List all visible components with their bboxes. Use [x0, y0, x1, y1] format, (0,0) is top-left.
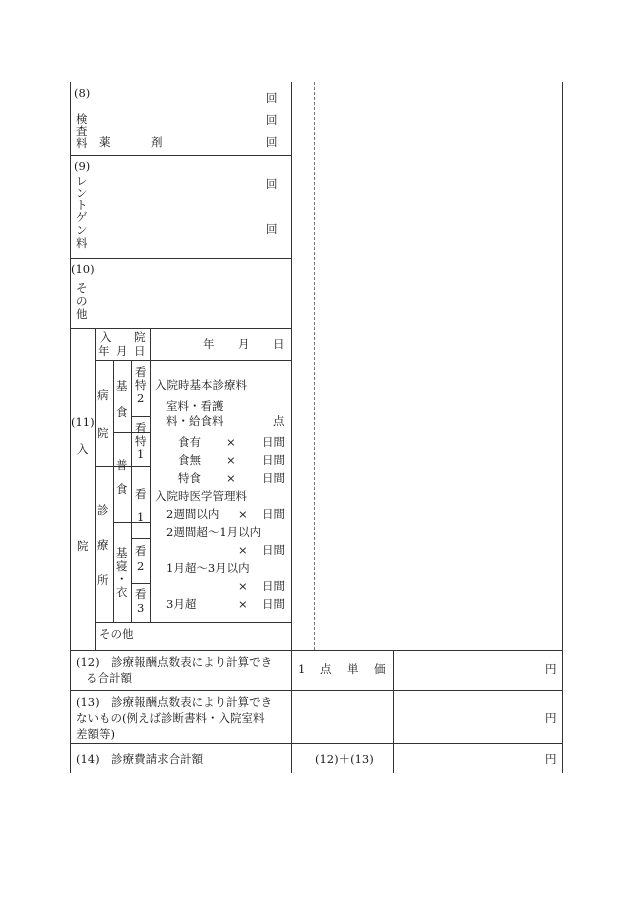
shinryojo-2: 療 [97, 538, 109, 552]
xray-kai-2: 回 [266, 222, 278, 236]
dashed-divider [314, 82, 315, 650]
r13-yen: 円 [545, 711, 557, 725]
far-right-border [562, 82, 563, 773]
r12-line2: る合計額 [86, 671, 132, 685]
row13-bottom [70, 743, 562, 744]
r13-line1: (13) 診療報酬点数表により計算でき [76, 695, 273, 709]
admission-top-1: 入 [100, 330, 112, 344]
xray-label-4: ゲ [76, 210, 88, 224]
kan-t2-3: 2 [137, 391, 145, 405]
m1-3m-x: × [238, 579, 248, 593]
r13-line2: ないもの(例えば診断書料・入院室料 [76, 711, 265, 725]
xray-label-5: ン [76, 223, 88, 237]
w2-1m-x: × [238, 543, 248, 557]
ten-unit: 点 [273, 414, 285, 428]
kensa-label-1: 検 [76, 112, 88, 126]
yakuzai-label-1: 薬 [99, 135, 111, 149]
kan-k2-1: 看 [135, 544, 147, 558]
kensa-label-3: 料 [76, 136, 88, 150]
byoin-1: 病 [97, 388, 109, 402]
kan-k1-1: 看 [135, 487, 147, 501]
r12-mid-4: 価 [374, 662, 386, 676]
kan-t2-1: 看 [135, 365, 147, 379]
kishin-4: 衣 [116, 585, 128, 599]
kan-t1-3: 1 [137, 447, 145, 461]
meal-1-unit: 日間 [262, 435, 285, 449]
xray-kai-1: 回 [266, 177, 278, 191]
shitsuryo-line2: 料・給食料 [166, 414, 224, 428]
w2-1m-label: 2週間超～1月以内 [166, 525, 262, 539]
shinryojo-1: 診 [97, 503, 109, 517]
r12-mid-1: 1 [298, 662, 306, 676]
t2-bottom [131, 416, 150, 417]
shitsuryo-line1: 室料・看護 [166, 399, 224, 413]
xray-number: (9) [74, 159, 91, 173]
row11-bottom [70, 650, 562, 651]
admission-date-divider [150, 328, 151, 360]
r14-mid: (12)＋(13) [315, 752, 374, 766]
m3-unit: 日間 [262, 597, 285, 611]
kishin-1: 基 [116, 546, 128, 560]
ward-bottom [95, 622, 291, 623]
xray-label-6: 料 [76, 236, 88, 250]
nyuin-sonota: その他 [99, 627, 134, 641]
kihon-title: 入院時基本診療料 [155, 378, 247, 392]
k2-bottom [131, 583, 150, 584]
meal-3-x: × [226, 471, 236, 485]
meal-1-x: × [226, 435, 236, 449]
other-label-2: の [76, 294, 88, 308]
k1-bottom [131, 538, 150, 539]
meal-2-x: × [226, 453, 236, 467]
igaku-title: 入院時医学管理料 [155, 489, 247, 503]
admission-date-day: 日 [273, 337, 285, 351]
w2-label: 2週間以内 [166, 507, 220, 521]
row10-bottom [70, 328, 291, 329]
kensa-kai-1: 回 [266, 91, 278, 105]
kan-t1-2: 特 [135, 434, 147, 448]
xray-label-3: ト [76, 198, 88, 212]
m1-3m-label: 1月超～3月以内 [166, 561, 250, 575]
xray-label-1: レ [76, 174, 88, 188]
t1-bottom [131, 466, 150, 467]
other-number: (10) [71, 262, 95, 276]
ward-col-divider [113, 360, 114, 622]
kensa-kai-3: 回 [266, 135, 278, 149]
kishin-3: ・ [116, 572, 128, 586]
row9-bottom [70, 258, 291, 259]
admission-date-month: 月 [238, 337, 250, 351]
w2-unit: 日間 [262, 507, 285, 521]
nyuin-label-divider [95, 328, 96, 650]
other-label-3: 他 [76, 307, 88, 321]
kensa-label-2: 査 [76, 124, 88, 138]
kishoku-1: 基 [116, 379, 128, 393]
row8-bottom [70, 155, 291, 156]
kan-k3-2: 3 [137, 601, 145, 615]
admission-bottom-3: 日 [134, 344, 146, 358]
m3-x: × [238, 597, 248, 611]
admission-row-bottom [95, 360, 291, 361]
kensa-kai-2: 回 [266, 113, 278, 127]
kan-k2-2: 2 [137, 559, 145, 573]
nyuin-label-2: 院 [77, 539, 89, 553]
meal-3-name: 特食 [178, 471, 201, 485]
meal-2-name: 食無 [178, 453, 201, 467]
kishin-2: 寝 [116, 559, 128, 573]
byoin-2: 院 [97, 426, 109, 440]
r13-line3: 差額等) [76, 727, 115, 741]
yakuzai-label-2: 剤 [151, 135, 163, 149]
other-label-1: そ [76, 281, 88, 295]
r12-mid-3: 単 [347, 662, 359, 676]
main-right-border [291, 82, 292, 773]
nyuin-number: (11) [71, 415, 95, 429]
meal-2-unit: 日間 [262, 453, 285, 467]
r12-mid-2: 点 [320, 662, 332, 676]
fushoku-2: 食 [116, 482, 128, 496]
w2-x: × [238, 507, 248, 521]
admission-date-year: 年 [203, 337, 215, 351]
admission-bottom-1: 年 [98, 344, 110, 358]
xray-label-2: ン [76, 186, 88, 200]
r12-yen: 円 [545, 662, 557, 676]
r14-label: (14) 診療費請求合計額 [76, 752, 204, 766]
kan-k3-1: 看 [135, 587, 147, 601]
kan-k1-2: 1 [137, 510, 145, 524]
r14-yen: 円 [545, 752, 557, 766]
m3-label: 3月超 [166, 597, 197, 611]
kan-t2-2: 特 [135, 378, 147, 392]
admission-bottom-2: 月 [116, 344, 128, 358]
meal-1-name: 食有 [178, 435, 201, 449]
r12-line1: (12) 診療報酬点数表により計算でき [76, 655, 273, 669]
meal-col-divider [131, 360, 132, 622]
w2-1m-unit: 日間 [262, 543, 285, 557]
shinryojo-3: 所 [97, 573, 109, 587]
nyuin-label-1: 入 [77, 442, 89, 456]
row12-bottom [70, 690, 562, 691]
meal-3-unit: 日間 [262, 471, 285, 485]
m1-3m-unit: 日間 [262, 579, 285, 593]
admission-top-2: 院 [134, 330, 146, 344]
kan-col-divider [150, 360, 151, 622]
kishoku-2: 食 [116, 405, 128, 419]
kan-t1-1: 看 [135, 421, 147, 435]
fushoku-1: 普 [116, 458, 128, 472]
summary-divider [393, 650, 394, 773]
kensa-number: (8) [74, 86, 91, 100]
